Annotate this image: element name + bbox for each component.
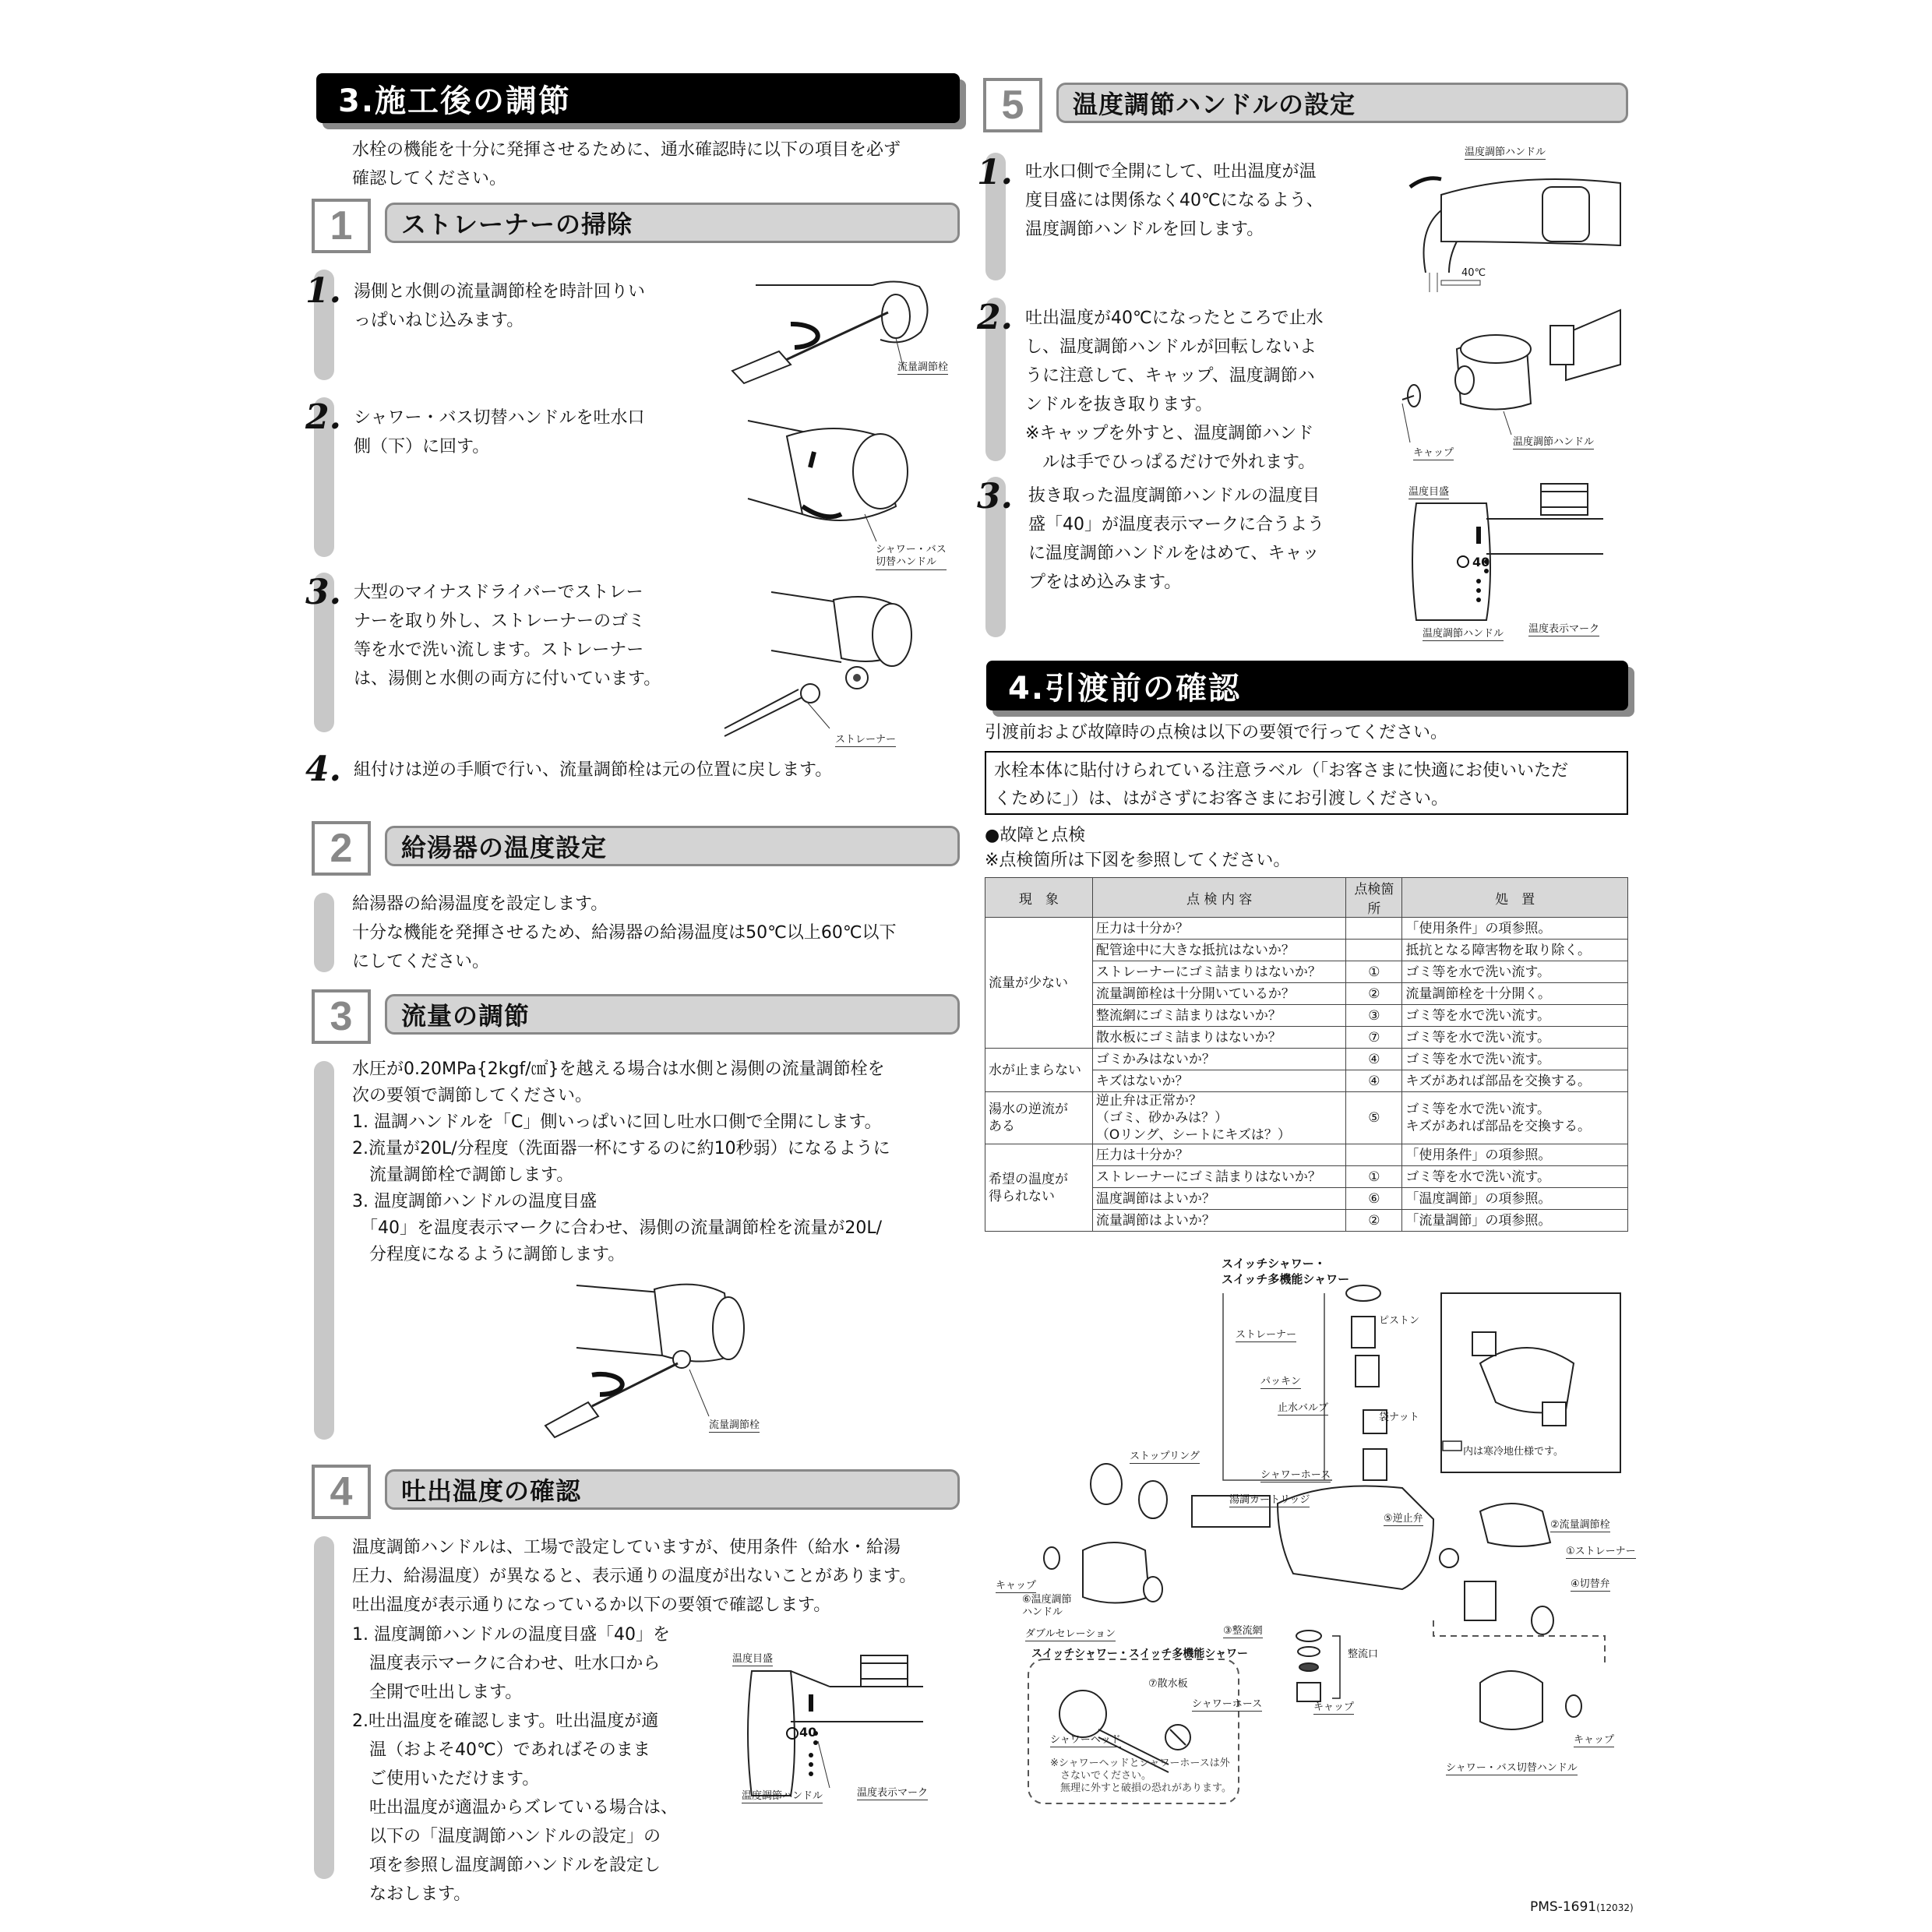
temp-scale-illustration [744, 1655, 931, 1803]
action-cell: 流量調節栓を十分開く。 [1402, 983, 1628, 1005]
s5-step3-text: 抜き取った温度調節ハンドルの温度目 盛「40」が温度表示マークに合うよう に温度調節ハンドルをはめて、キャッ プをはめ込みます。 [1028, 486, 1324, 592]
diagram-title-top: スイッチシャワー・ スイッチ多機能シャワー [1222, 1257, 1350, 1286]
location-cell: ⑦ [1346, 1027, 1402, 1049]
location-cell [1346, 918, 1402, 940]
diagram-head: シャワーヘッド [1050, 1731, 1121, 1747]
section4-header [986, 661, 1628, 710]
footer-code [1530, 1899, 1634, 1915]
section3-title: 3.施工後の調節 [338, 83, 572, 119]
check-cell: 圧力は十分か？ [1092, 918, 1346, 940]
diagram-flow-valve: ②流量調節栓 [1550, 1516, 1610, 1532]
s4-number: 4 [312, 1465, 371, 1519]
section4-subnote: ※点検箇所は下図を参照してください。 [985, 851, 1291, 870]
s5-step1-num: 1. [977, 153, 1013, 192]
check-cell: ストレーナーにゴミ詰まりはないか？ [1092, 1166, 1346, 1188]
s4-list: 1. 温度調節ハンドルの温度目盛「40」を 温度表示マークに合わせ、吐水口から 全開で吐出します。 2.吐出温度を確認します。吐出温度が適 温（およそ40℃）であればそのまま ご使用いただけます。 吐出温度が適温からズレている場合は、 以下の「温度調節ハンドルの設定」の 項を参照し温度調節ハンドルを設定し なおします。 [352, 1625, 679, 1904]
section4-notice: 水栓本体に貼付けられている注意ラベル（「お客さまに快適にお使いいただ くために」）は、はがさずにお客さまにお引渡しください。 [985, 751, 1628, 815]
s1-step1-num: 1. [305, 271, 341, 311]
check-cell: キズはないか？ [1092, 1070, 1346, 1092]
check-cell: 流量調節はよいか？ [1092, 1210, 1346, 1232]
s4-label-scale: 温度目盛 [732, 1650, 773, 1666]
s5-step1-text: 吐水口側で全開にして、吐出温度が温 度目盛には関係なく40℃になるよう、 温度調節ハンドルを回します。 [1025, 162, 1324, 239]
s5-label-mark: 温度表示マーク [1528, 620, 1599, 636]
s1-step1-text: 湯側と水側の流量調節栓を時計回りい っぱいねじ込みます。 [354, 282, 646, 330]
s3-bar [314, 1061, 334, 1440]
diagram-cap3: キャップ [1574, 1731, 1614, 1747]
location-cell: ② [1346, 983, 1402, 1005]
action-cell: ゴミ等を水で洗い流す。 [1402, 1027, 1628, 1049]
check-cell: ゴミかみはないか？ [1092, 1049, 1346, 1070]
action-cell: キズがあれば部品を交換する。 [1402, 1070, 1628, 1092]
s5-label-cap: キャップ [1413, 444, 1454, 460]
section4-subhead: ●故障と点検 [985, 826, 1086, 845]
switch-handle-illustration [740, 405, 974, 561]
location-cell: ① [1346, 961, 1402, 983]
flow-adjust-illustration [545, 1278, 779, 1433]
th-action: 処 置 [1402, 878, 1628, 918]
s2-bar [314, 893, 334, 972]
location-cell [1346, 940, 1402, 961]
s5-handle-removal-illustration [1394, 302, 1628, 442]
s1-label-switch-handle: シャワー・バス 切替ハンドル [876, 544, 947, 570]
diagram-packing: パッキン [1260, 1373, 1301, 1389]
s4-forty: 40 [799, 1725, 817, 1740]
diagram-strainer1: ①ストレーナー [1566, 1542, 1636, 1559]
check-cell: 散水板にゴミ詰まりはないか？ [1092, 1027, 1346, 1049]
action-cell: ゴミ等を水で洗い流す。 [1402, 1005, 1628, 1027]
s2-text: 給湯器の給湯温度を設定します。 十分な機能を発揮させるため、給湯器の給湯温度は50℃以上60℃以下 にしてください。 [352, 894, 897, 971]
s1-step2-num: 2. [305, 397, 341, 437]
diagram-warning: ※シャワーヘッドとシャワーホースは外 さないでください。 無理に外すと破損の恐れがあります。 [1050, 1757, 1232, 1794]
diagram-hose2: シャワーホース [1192, 1695, 1262, 1712]
s5-step2-text: 吐出温度が40℃になったところで止水 し、温度調節ハンドルが回転しないよ うに注意して、キャップ、温度調節ハ ンドルを抜き取ります。 ※キャップを外すと、温度調節ハンド ルは手でひっぱるだけで外れます。 [1025, 308, 1324, 472]
check-cell: 流量調節栓は十分開いているか？ [1092, 983, 1346, 1005]
diagram-switch-handle: シャワー・バス切替ハンドル [1446, 1759, 1578, 1775]
check-cell: ストレーナーにゴミ詰まりはないか？ [1092, 961, 1346, 983]
s5-scale-illustration [1408, 480, 1611, 628]
diagram-title-bottom: スイッチシャワー・スイッチ多機能シャワー [1031, 1648, 1249, 1660]
diagram-double: ダブルセレーション [1025, 1625, 1116, 1641]
diagram-stop-ring: ストップリング [1130, 1447, 1200, 1464]
diagram-switch-valve: ④切替弁 [1571, 1575, 1610, 1592]
check-cell: 温度調節はよいか？ [1092, 1188, 1346, 1210]
phenomenon-cell: 水が止まらない [985, 1049, 1093, 1092]
diagram-strainer: ストレーナー [1236, 1326, 1296, 1342]
check-cell: 圧力は十分か？ [1092, 1144, 1346, 1166]
s2-number: 2 [312, 821, 371, 876]
section4-title: 4.引渡前の確認 [1008, 670, 1242, 707]
diagram-temp-handle: ⑥温度調節 ハンドル [1022, 1594, 1072, 1618]
table-row [985, 1144, 1628, 1166]
s4-intro: 温度調節ハンドルは、工場で設定していますが、使用条件（給水・給湯 圧力、給湯温度）が異なると、表示通りの温度が出ないことがあります。 吐出温度が表示通りになっているか以下の要領で確認します。 [352, 1538, 917, 1615]
diagram-piston: ピストン [1379, 1315, 1420, 1327]
diagram-check-valve: ⑤逆止弁 [1384, 1510, 1423, 1526]
location-cell: ④ [1346, 1049, 1402, 1070]
s5-title: 温度調節ハンドルの設定 [1056, 83, 1628, 123]
location-cell: ⑥ [1346, 1188, 1402, 1210]
s5-faucet-illustration [1394, 156, 1628, 296]
location-cell: ① [1346, 1166, 1402, 1188]
s4-title: 吐出温度の確認 [385, 1469, 960, 1510]
s1-step4-text: 組付けは逆の手順で行い、流量調節栓は元の位置に戻します。 [354, 760, 833, 780]
section3-intro: 水栓の機能を十分に発揮させるために、通水確認時に以下の項目を必ず 確認してください。 [352, 140, 901, 189]
s5-label-scale: 温度目盛 [1408, 483, 1449, 499]
s5-forty: 40 [1472, 555, 1490, 569]
phenomenon-cell: 湯水の逆流が ある [985, 1092, 1093, 1144]
s1-label-valve: 流量調節栓 [897, 358, 948, 375]
strainer-removal-illustration [724, 588, 974, 744]
location-cell: ④ [1346, 1070, 1402, 1092]
diagram-cartridge: 湯調カートリッジ [1229, 1491, 1310, 1507]
s1-number: 1 [312, 199, 371, 253]
diagram-stop-valve: 止水バルブ [1278, 1399, 1328, 1416]
s5-step2-num: 2. [977, 298, 1013, 337]
s1-title: ストレーナーの掃除 [385, 203, 960, 243]
table-row [985, 918, 1628, 940]
action-cell: ゴミ等を水で洗い流す。 [1402, 961, 1628, 983]
location-cell: ② [1346, 1210, 1402, 1232]
s5-label-handle1: 温度調節ハンドル [1465, 143, 1546, 160]
th-check: 点 検 内 容 [1092, 878, 1346, 918]
th-phenomenon: 現 象 [985, 878, 1093, 918]
table-row [985, 1049, 1628, 1070]
s1-label-strainer: ストレーナー [835, 731, 896, 747]
location-cell [1346, 1144, 1402, 1166]
s1-step4-num: 4. [305, 749, 341, 789]
diagram-flow-net: ③整流網 [1223, 1622, 1263, 1638]
s1-step3-text: 大型のマイナスドライバーでストレー ナーを取り外し、ストレーナーのゴミ 等を水で洗い流します。ストレーナー は、湯側と水側の両方に付いています。 [354, 583, 661, 689]
diagram-flow-outlet: 整流口 [1348, 1648, 1379, 1660]
diagram-cap: キャップ [996, 1577, 1036, 1593]
check-cell: 配管途中に大きな抵抗はないか？ [1092, 940, 1346, 961]
section4-intro: 引渡前および故障時の点検は以下の要領で行ってください。 [985, 723, 1448, 742]
s5-step3-num: 3. [977, 477, 1013, 516]
s3-text: 水圧が0.20MPa{2kgf/㎠}を越える場合は水側と湯側の流量調節栓を 次の要領で調節してください。 1. 温調ハンドルを「C」側いっぱいに回し吐水口側で全開にします。 2.流量が20L/分程度（洗面器一杯にするのに約10秒弱）になるように 流量調節栓で調節します。 3. 温度調節ハンドルの温度目盛 「40」を温度表示マークに合わせ、湯側の流量調節栓を流量が20L/ 分程度になるように調節します。 [352, 1059, 890, 1264]
s5-label-handle3: 温度調節ハンドル [1423, 625, 1504, 641]
s3-title: 流量の調節 [385, 994, 960, 1035]
s5-label-40c: 40℃ [1461, 267, 1486, 279]
phenomenon-cell: 希望の温度が 得られない [985, 1144, 1093, 1232]
s5-number: 5 [983, 78, 1042, 132]
action-cell: 「流量調節」の項参照。 [1402, 1210, 1628, 1232]
troubleshooting-table [985, 877, 1628, 1232]
s4-label-mark: 温度表示マーク [857, 1784, 928, 1800]
check-cell: 逆止弁は正常か？ （ゴミ、砂かみは？） （Oリング、シートにキズは？） [1092, 1092, 1346, 1144]
footer-code-main: PMS-1691 [1530, 1899, 1597, 1915]
s4-bar [314, 1536, 334, 1879]
location-cell: ⑤ [1346, 1092, 1402, 1144]
s3-label-valve: 流量調節栓 [709, 1416, 760, 1433]
location-cell: ③ [1346, 1005, 1402, 1027]
action-cell: 「使用条件」の項参照。 [1402, 918, 1628, 940]
action-cell: 抵抗となる障害物を取り除く。 [1402, 940, 1628, 961]
diagram-sprinkler: ⑦散水板 [1148, 1678, 1188, 1690]
s5-label-handle2: 温度調節ハンドル [1513, 433, 1594, 450]
phenomenon-cell: 流量が少ない [985, 918, 1093, 1049]
s1-step2-text: シャワー・バス切替ハンドルを吐水口 側（下）に回す。 [354, 408, 645, 457]
action-cell: 「使用条件」の項参照。 [1402, 1144, 1628, 1166]
action-cell: ゴミ等を水で洗い流す。 キズがあれば部品を交換する。 [1402, 1092, 1628, 1144]
action-cell: ゴミ等を水で洗い流す。 [1402, 1049, 1628, 1070]
action-cell: ゴミ等を水で洗い流す。 [1402, 1166, 1628, 1188]
s2-title: 給湯器の温度設定 [385, 826, 960, 866]
diagram-cold-note: 内は寒冷地仕様です。 [1463, 1446, 1564, 1458]
diagram-cap2: キャップ [1313, 1698, 1354, 1715]
diagram-shower-hose: シャワーホース [1260, 1466, 1331, 1482]
s4-label-handle: 温度調節ハンドル [742, 1787, 823, 1803]
footer-code-sub: (12032) [1596, 1902, 1634, 1913]
check-cell: 整流網にゴミ詰まりはないか？ [1092, 1005, 1346, 1027]
table-row [985, 1092, 1628, 1144]
s3-number: 3 [312, 989, 371, 1044]
diagram-bag-nut: 袋ナット [1379, 1412, 1419, 1423]
th-location: 点検箇所 [1346, 878, 1402, 918]
action-cell: 「温度調節」の項参照。 [1402, 1188, 1628, 1210]
section3-header [316, 73, 960, 123]
s1-step3-num: 3. [305, 573, 341, 612]
